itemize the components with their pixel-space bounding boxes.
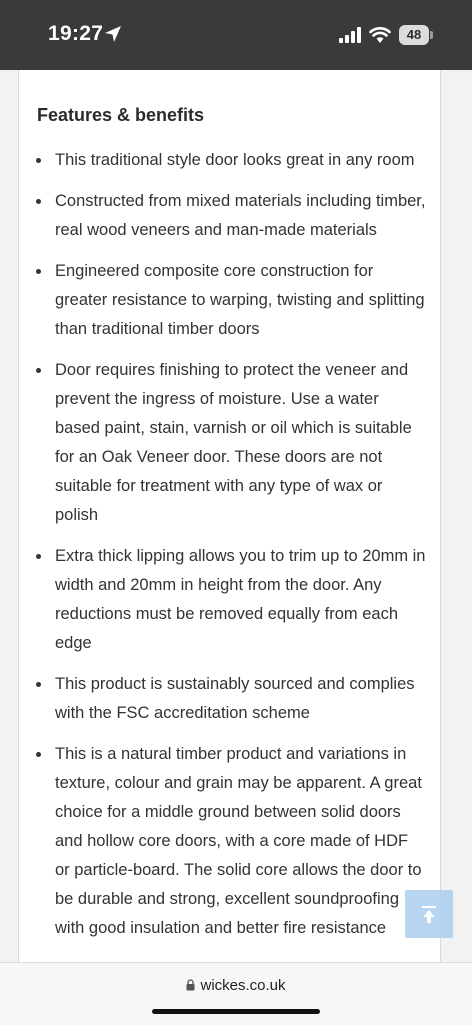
list-item xyxy=(19,740,440,943)
list-item xyxy=(19,257,440,344)
bullet-icon xyxy=(36,554,41,559)
bullet-icon xyxy=(36,752,41,757)
list-item xyxy=(19,146,440,175)
bullet-icon xyxy=(36,199,41,204)
home-indicator[interactable] xyxy=(152,1009,320,1014)
lock-icon xyxy=(186,979,195,991)
bullet-icon xyxy=(36,158,41,163)
location-arrow-icon xyxy=(104,25,122,43)
list-item-text: This traditional style door looks great in any room xyxy=(55,151,415,169)
scroll-to-top-button[interactable] xyxy=(405,890,453,938)
section-title: Features & benefits xyxy=(37,105,205,125)
browser-bottom-bar xyxy=(0,962,472,1025)
list-item xyxy=(19,542,440,658)
bullet-icon xyxy=(36,368,41,373)
content-card xyxy=(18,70,441,965)
list-item xyxy=(19,187,440,245)
scroll-to-top-icon xyxy=(405,890,453,938)
feature-list xyxy=(19,146,440,955)
list-item-text: Constructed from mixed materials including timber, real wood veneers and man-made materials xyxy=(55,192,426,239)
status-bar xyxy=(0,0,472,70)
list-item xyxy=(19,670,440,728)
list-item-text: Engineered composite core construction for greater resistance to warping, twisting and splitting than traditional timber doors xyxy=(55,262,425,338)
list-item xyxy=(19,356,440,530)
battery-icon: 48 xyxy=(399,25,429,45)
url-text: wickes.co.uk xyxy=(200,977,286,994)
list-item-text: This product is sustainably sourced and complies with the FSC accreditation scheme xyxy=(55,675,415,722)
bullet-icon xyxy=(36,269,41,274)
bullet-icon xyxy=(36,682,41,687)
cellular-signal-icon xyxy=(339,27,363,43)
list-item-text: Door requires finishing to protect the veneer and prevent the ingress of moisture. Use a water based paint, stain, varnish or oil which is suitable for an Oak Veneer door. These doors are not suitable for treatment with any type of wax or polish xyxy=(55,361,412,524)
wifi-icon xyxy=(369,26,391,43)
list-item-text: Extra thick lipping allows you to trim up to 20mm in width and 20mm in height from the door. Any reductions must be removed equally from each edge xyxy=(55,547,426,652)
battery-tip xyxy=(430,31,433,39)
list-item-text: This is a natural timber product and variations in texture, colour and grain may be apparent. A great choice for a middle ground between solid doors and hollow core doors, with a core made of HDF or particle-board. The solid core allows the door to be durable and strong, excellent soundproofing with good insulation and better fire resistance xyxy=(55,745,422,937)
status-time: 19:27 xyxy=(48,22,104,45)
address-bar[interactable] xyxy=(0,977,472,994)
